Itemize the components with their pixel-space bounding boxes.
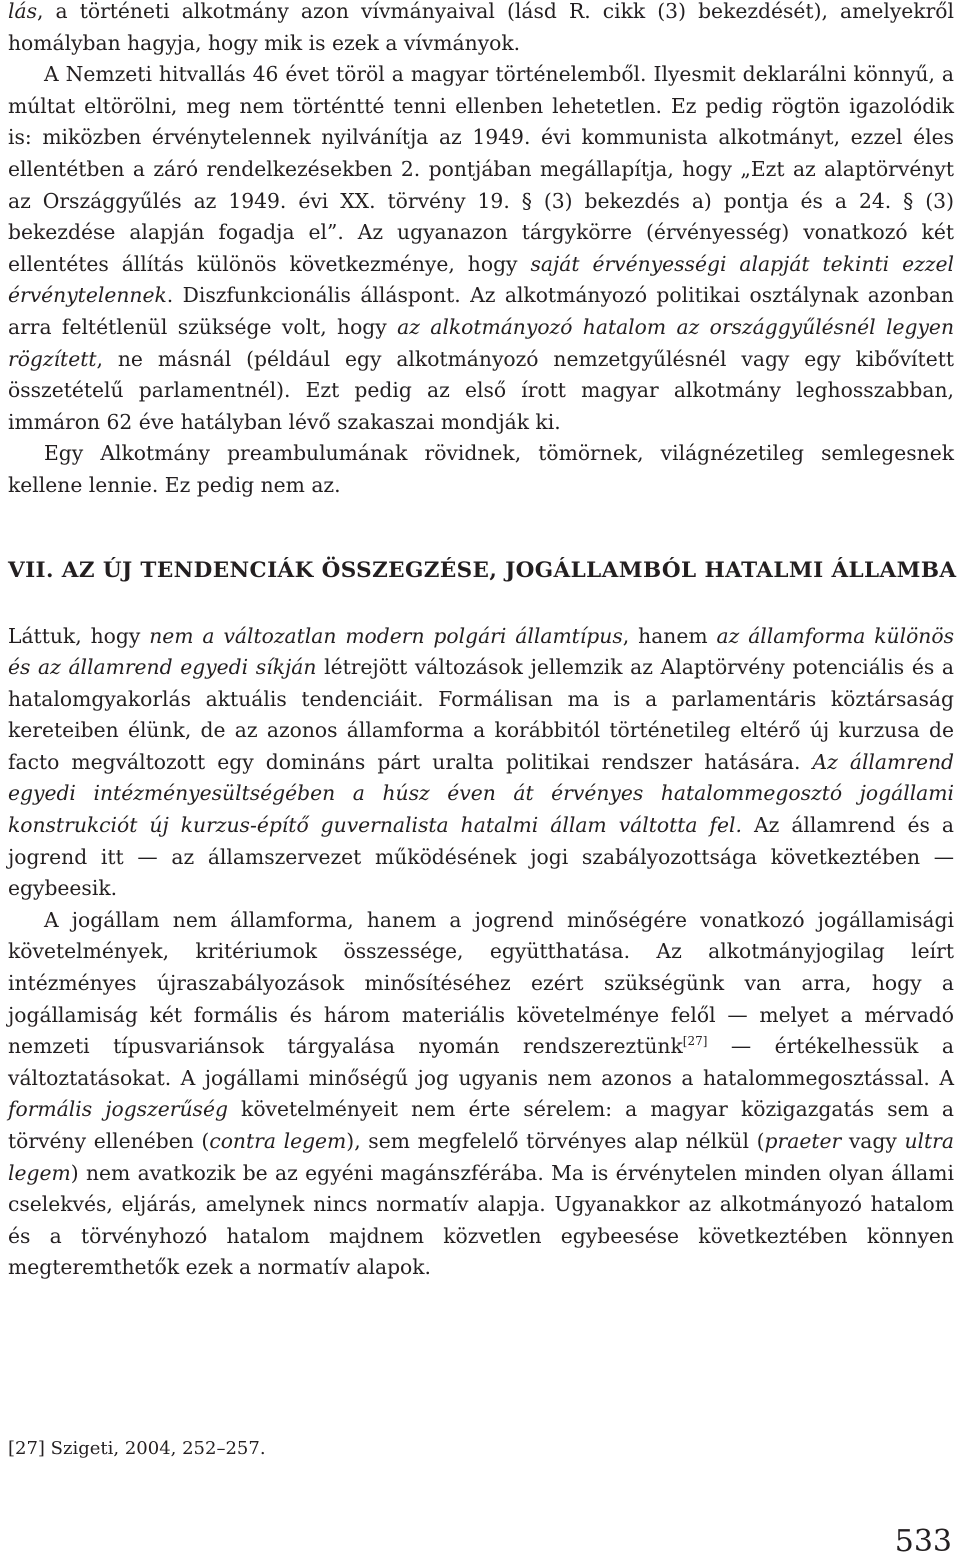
text-fragment: — értékelhessük a változtatásokat. A jogállami minőségű jog ugyanis nem azonos a hatalommegosztással. A xyxy=(8,1034,954,1090)
italic-fragment: az alkotmányozó hatalom az országgyűlésnél legyen rögzített xyxy=(8,314,954,371)
paragraph-preambulum xyxy=(8,438,954,501)
document-page xyxy=(8,0,957,1284)
paragraph-continuation xyxy=(8,0,954,59)
text-fragment: létrejött változások jellemzik az Alaptörvény potenciális és a hatalomgyakorlás aktuális tendenciáit. Formálisan ma is a parlamentáris köztársaság kereteiben élünk, de az azonos államforma a korábbitól történetileg eltérő új kurzusa de facto megváltozott egy domináns párt uralta politikai rendszer hatására. xyxy=(8,655,954,774)
text-fragment: , ne másnál (például egy alkotmányozó nemzetgyűlésnél vagy egy kibővített összetételű parlamentnél). Ezt pedig az első írott magyar alkotmány leghosszabban, immáron 62 éve hatályban lévő szakaszai mondják ki. xyxy=(8,346,954,434)
paragraph-tendenciak xyxy=(8,621,954,905)
italic-fragment: az államforma különös és az államrend egyedi síkján xyxy=(8,623,954,680)
italic-fragment: ultra legem xyxy=(8,1129,954,1185)
text-fragment: ), sem megfelelő törvényes alap nélkül ( xyxy=(346,1129,765,1153)
text-fragment: Láttuk, hogy xyxy=(8,623,141,648)
footnote-reference[interactable]: [27] xyxy=(682,1034,708,1049)
text-fragment: A Nemzeti hitvallás 46 évet töröl a magyar történelemből. Ilyesmit deklarálni könnyű, a múltat eltörölni, meg nem történtté tenni ellenben lehetetlen. Ez pedig rögtön igazolódik is: miközben érvénytelennek nyilvánítja az 1949. évi kommunista alkotmányt, ezzel éles ellentétben a záró rendelkezésekben 2. pontjában megállapítja, hogy „Ezt az alaptörvényt az Országgyűlés az 1949. évi XX. törvény 19. § (3) bekezdés a) pontja és a 24. § (3) bekezdése alapján fogadja el”. Az ugyanazon tárgykörre (érvényesség) vonatkozó két ellentétes állítás különös következménye, hogy xyxy=(8,62,954,276)
text-fragment: A jogállam nem államforma, hanem a jogrend minőségére vonatkozó jogállamisági követelmények, kritériumok összessége, együtthatása. Az alkotmányjogilag leírt intézményes újraszabályozások minősítéséhez ezért szükségünk van arra, hogy a jogállamiság két formális és három materiális követelménye felől — melyet a mérvadó nemzeti típusvariánsok tárgyalása nyomán rendszereztünk xyxy=(8,907,954,1059)
text-fragment: , a történeti alkotmány azon vívmányaival (lásd R. cikk (3) bekezdését), amelyekről homályban hagyja, hogy mik is ezek a vívmányok. xyxy=(8,0,954,55)
text-fragment: , hanem xyxy=(622,623,708,648)
italic-fragment: nem a változatlan modern polgári államtípus xyxy=(149,623,623,648)
italic-fragment: saját érvényességi alapját tekinti ezzel érvénytelennek xyxy=(8,251,954,308)
footnote: [27] Szigeti, 2004, 252–257. xyxy=(8,1438,266,1459)
italic-fragment: contra legem xyxy=(209,1129,347,1153)
section-heading: VII. AZ ÚJ TENDENCIÁK ÖSSZEGZÉSE, JOGÁLLAMBÓL HATALMI ÁLLAMBA xyxy=(8,557,957,583)
italic-fragment: Az államrend egyedi intézményesültségében a húsz éven át érvényes hatalommegosztó jogállami konstrukciót új kurzus-építő guvernalista hatalmi állam váltotta fel. xyxy=(8,749,954,838)
italic-fragment: praeter xyxy=(764,1129,842,1153)
text-fragment: . Diszfunkcionális álláspont. Az alkotmányozó politikai osztálynak azonban arra feltétlenül szüksége volt, hogy xyxy=(8,283,954,339)
italic-fragment: formális jogszerűség xyxy=(8,1097,228,1122)
text-fragment: követelményeit nem érte sérelem: a magyar közigazgatás sem a törvény ellenében ( xyxy=(8,1097,955,1153)
italic-fragment: lás xyxy=(8,0,37,23)
text-fragment: ) nem avatkozik be az egyéni magánszférába. Ma is érvénytelen minden olyan állami cselekvés, eljárás, amelynek nincs normatív alapja. Ugyanakkor az alkotmányozó hatalom és a törvényhozó hatalom majdnem közvetlen egybeesése következtében könnyen megteremthetők ezek a normatív alapok. xyxy=(8,1160,954,1280)
page-number: 533 xyxy=(894,1524,952,1559)
text-fragment: Az államrend és a jogrend itt — az államszervezet működésének jogi szabályozottsága következtében — egybeesik. xyxy=(8,813,954,901)
text-fragment: Egy Alkotmány preambulumának rövidnek, tömörnek, világnézetileg semlegesnek kellene lennie. Ez pedig nem az. xyxy=(8,441,954,497)
paragraph-nemzeti-hitvallas xyxy=(8,59,954,438)
paragraph-jogallam xyxy=(8,905,954,1284)
text-fragment: vagy xyxy=(848,1129,897,1153)
